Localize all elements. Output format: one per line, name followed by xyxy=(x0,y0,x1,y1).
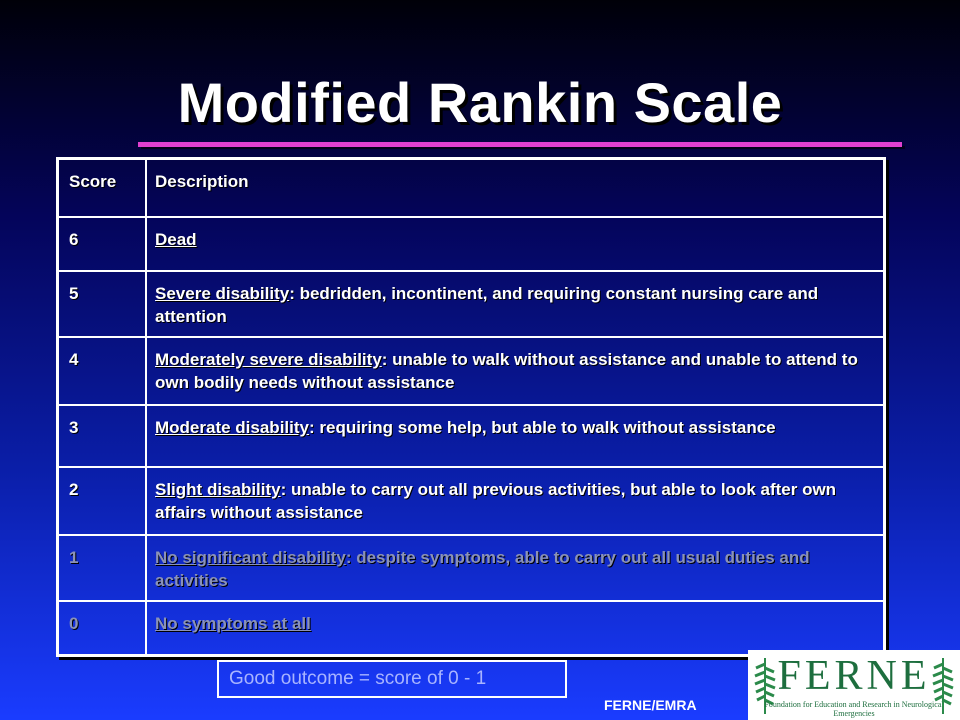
row-term: No symptoms at all xyxy=(155,614,311,633)
row-detail: : requiring some help, but able to walk without assistance xyxy=(308,418,776,437)
ferne-logo xyxy=(748,650,960,720)
table-row xyxy=(58,467,885,535)
row-description xyxy=(146,337,885,405)
row-score: 0 xyxy=(58,601,147,655)
row-detail: : bedridden, incontinent, and requiring constant nursing care and attention xyxy=(155,284,819,326)
header-score: Score xyxy=(58,159,147,218)
table-row xyxy=(58,535,885,601)
good-outcome-note: Good outcome = score of 0 - 1 xyxy=(217,660,567,698)
row-score: 4 xyxy=(58,337,147,405)
row-description xyxy=(146,601,885,655)
table-row xyxy=(58,405,885,467)
row-description xyxy=(146,217,885,271)
header-description: Description xyxy=(146,159,885,218)
row-term: Slight disability xyxy=(155,480,281,499)
row-detail: : unable to walk without assistance and unable to attend to own bodily needs without assistance xyxy=(155,350,858,392)
footer-label: FERNE/EMRA xyxy=(604,697,697,713)
table-row xyxy=(58,217,885,271)
row-description xyxy=(146,271,885,337)
slide-title: Modified Rankin Scale xyxy=(177,71,783,134)
rankin-table xyxy=(56,157,886,657)
table-row xyxy=(58,271,885,337)
row-score: 1 xyxy=(58,535,147,601)
row-description xyxy=(146,535,885,601)
row-term: Moderate disability xyxy=(155,418,309,437)
row-term: No significant disability xyxy=(155,548,346,567)
row-score: 6 xyxy=(58,217,147,271)
row-score: 3 xyxy=(58,405,147,467)
table-row xyxy=(58,601,885,655)
table-row xyxy=(58,337,885,405)
row-description xyxy=(146,405,885,467)
logo-tagline: Foundation for Education and Research in Neurological Emergencies xyxy=(764,700,944,718)
table-header-row xyxy=(58,159,885,218)
row-term: Moderately severe disability xyxy=(155,350,382,369)
row-term: Dead xyxy=(155,230,197,249)
row-term: Severe disability xyxy=(155,284,290,303)
logo-wordmark: FERNE xyxy=(777,653,931,699)
row-score: 2 xyxy=(58,467,147,535)
row-score: 5 xyxy=(58,271,147,337)
fern-right-icon xyxy=(930,654,956,716)
title-underline xyxy=(138,142,902,147)
row-description xyxy=(146,467,885,535)
row-detail: : despite symptoms, able to carry out all usual duties and activities xyxy=(155,548,810,590)
row-detail: : unable to carry out all previous activities, but able to look after own affairs without assistance xyxy=(155,480,837,522)
